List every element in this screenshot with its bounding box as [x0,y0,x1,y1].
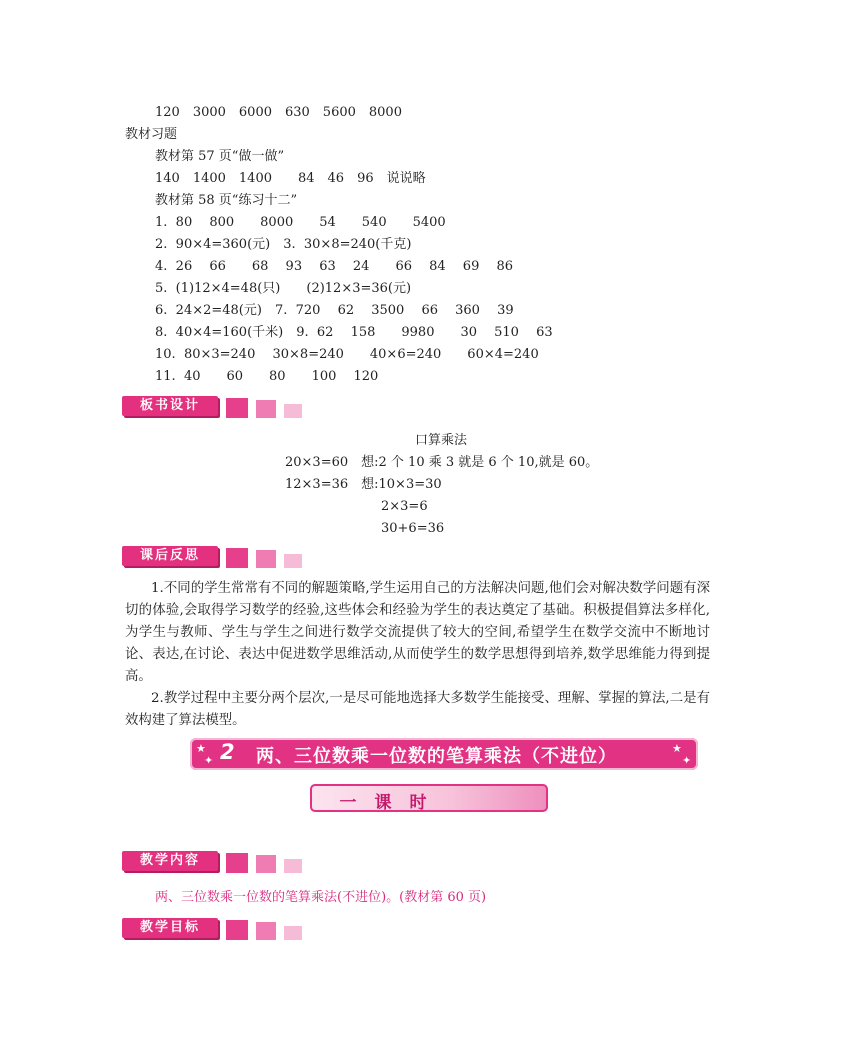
goals-header [122,918,312,940]
page57-title: 教材第 57 页“做一做” [155,149,285,164]
board-design-label: 板书设计 [122,396,218,416]
decor-square [256,855,276,873]
reflection-paragraph: 1.不同的学生常常有不同的解题策略,学生运用自己的方法解决问题,他们会对解决数学问题有深切的体验,会取得学习数学的经验,这些体会和经验为学生的表达奠定了基础。积极提倡算法多样化,为学生与教师、学生与学生之间进行数学交流提供了较大的空间,希望学生在数学交流中不断地讨论、表达,在讨论、表达中促进数学思维活动,从而使学生的数学思想得到培养,数学思维能力得到提高。 [125,581,710,684]
decor-square [226,398,248,418]
chapter-banner [190,738,698,770]
answer-line: 120 3000 6000 630 5600 8000 [155,105,402,120]
goals-label: 教学目标 [122,918,218,938]
decor-square [226,548,248,568]
exercise-heading: 教材习题 [125,127,178,142]
star-icon: ✦ [682,754,692,767]
answer-item: 5. (1)12×4=48(只) (2)12×3=36(元) [155,281,412,296]
answer-item: 10. 80×3=240 30×8=240 40×6=240 60×4=240 [155,347,539,362]
reflection-paragraph: 2.教学过程中主要分两个层次,一是尽可能地选择大多数学生能接受、理解、掌握的算法,二是有效构建了算法模型。 [125,691,710,728]
lesson-label-box [310,784,548,812]
answer-item: 2. 90×4=360(元) 3. 30×8=240(千克) [155,237,412,252]
answer-item: 6. 24×2=48(元) 7. 720 62 3500 66 360 39 [155,303,514,318]
page57-answers: 140 1400 1400 84 46 96 说说略 [155,171,426,186]
reflection-label: 课后反思 [122,546,218,566]
decor-square [226,853,248,873]
star-icon: ✦ [204,754,214,767]
content-header [122,851,312,873]
lesson-label: 一课时 [339,793,445,813]
answer-item: 1. 80 800 8000 54 540 5400 [155,215,446,230]
reflection-header [122,546,312,568]
decor-square [284,926,302,940]
answer-item: 4. 26 66 68 93 63 24 66 84 69 86 [155,259,514,274]
decor-square [256,922,276,940]
answer-item: 8. 40×4=160(千米) 9. 62 158 9980 30 510 63 [155,325,553,340]
decor-square [284,859,302,873]
star-icon: ★ [196,742,206,755]
chapter-number: 2 [220,740,235,764]
chapter-title: 两、三位数乘一位数的笔算乘法（不进位） [256,746,617,767]
board-line: 30+6=36 [381,521,445,536]
board-title: 口算乘法 [415,433,468,448]
decor-square [284,554,302,568]
board-design-header [122,396,312,418]
board-line: 2×3=6 [381,499,428,514]
decor-square [226,920,248,940]
decor-square [284,404,302,418]
answer-item: 11. 40 60 80 100 120 [155,369,379,384]
board-line: 12×3=36 想:10×3=30 [285,477,442,492]
decor-square [256,550,276,568]
page58-title: 教材第 58 页“练习十二” [155,193,298,208]
content-label: 教学内容 [122,851,218,871]
decor-square [256,400,276,418]
star-icon: ★ [672,742,682,755]
content-text: 两、三位数乘一位数的笔算乘法(不进位)。(教材第 60 页) [155,890,487,905]
board-line: 20×3=60 想:2 个 10 乘 3 就是 6 个 10,就是 60。 [285,455,599,470]
